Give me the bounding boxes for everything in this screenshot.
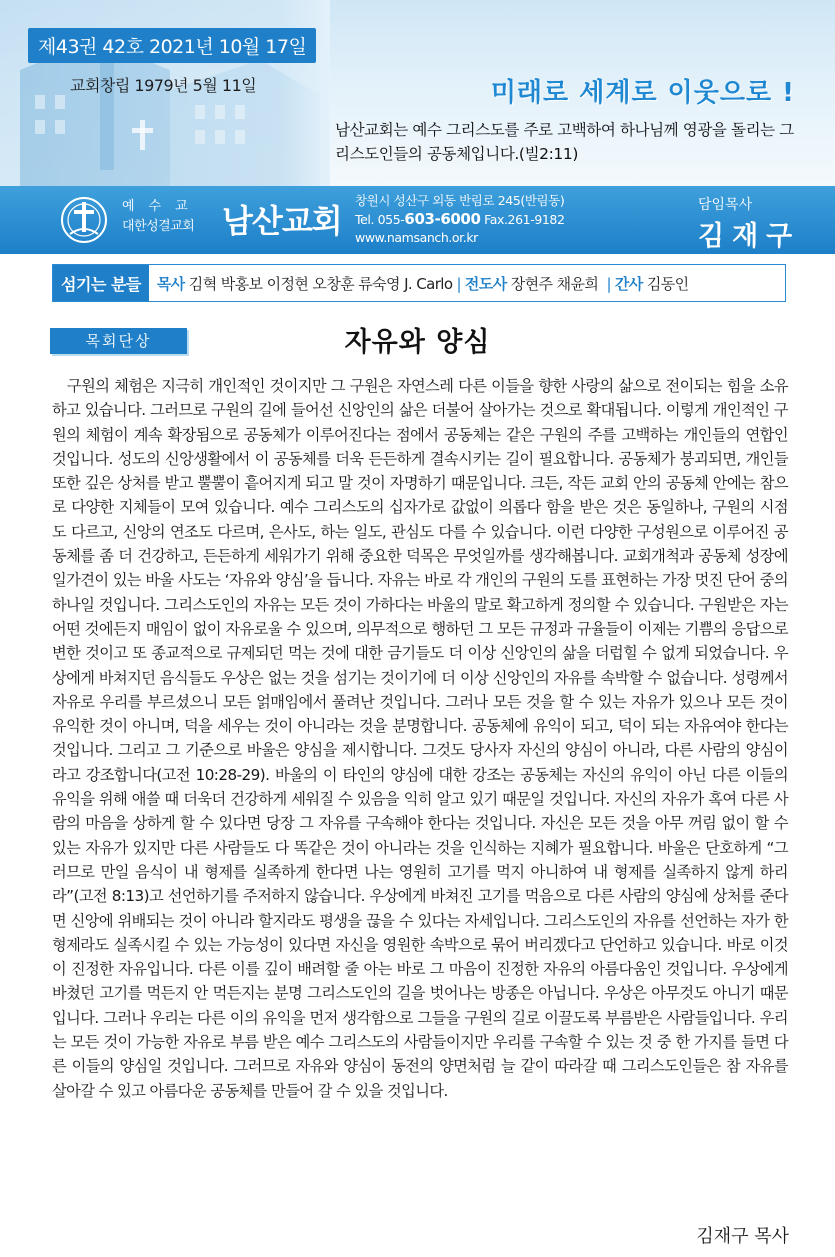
staff-box <box>52 264 786 302</box>
article-author: 김재구 목사 <box>696 1226 789 1247</box>
fax: Fax.261-9182 <box>480 212 565 227</box>
denomination-bottom: 대한성결교회 <box>122 219 195 234</box>
contact-info <box>355 192 565 247</box>
church-logo-icon <box>58 194 110 246</box>
denomination-top: 예수교 <box>122 199 202 214</box>
separator: | <box>602 274 611 293</box>
denomination <box>122 197 202 237</box>
secretary-name: 김동인 <box>642 274 689 293</box>
church-info-bar <box>0 186 835 254</box>
website-link[interactable]: www.namsanch.or.kr <box>355 230 478 245</box>
pastors-role: 목사 <box>156 274 185 293</box>
evangelists-names: 장현주 채윤희 <box>506 274 599 293</box>
senior-pastor-name: 김재구 <box>698 221 801 252</box>
church-name: 남산교회 <box>222 202 342 240</box>
issue-date: 제43권 42호 2021년 10월 17일 <box>28 28 316 63</box>
staff-label: 섬기는 분들 <box>53 265 149 301</box>
secretary-role: 간사 <box>614 274 643 293</box>
phone-fax <box>355 210 565 229</box>
tel-number: 603-6000 <box>404 210 481 228</box>
article-body: 구원의 체험은 지극히 개인적인 것이지만 그 구원은 자연스레 다른 이들을 향한 사랑의 삶으로 전이되는 힘을 소유하고 있습니다. 그러므로 구원의 길에 들어선 신앙인의 삶은 더불어 살아가는 것으로 확대됩니다. 이렇게 개인적인 구원의 체험이 계속 확장됨으로 공동체가 이루어진다는 점에서 공동체는 같은 구원의 주를 고백하는 개인들의 연합인 것입니다. 성도의 신앙생활에서 이 공동체를 더욱 든든하게 결속시키는 길이 필요합니다. 공동체가 붕괴되면, 개인들 또한 깊은 상처를 받고 뿔뿔이 흩어지게 되고 말 것이 자명하기 때문입니다. 크든, 작든 교회 안의 공동체 안에는 참으로 다양한 지체들이 모여 있습니다. 예수 그리스도의 십자가로 값없이 의롭다 함을 받은 것은 동일하나, 구원의 시점도 다르고, 신앙의 연조도 다르며, 은사도, 하는 일도, 관심도 다를 수 있습니다. 이런 다양한 구성원으로 이루어진 공동체를 좀 더 건강하고, 든든하게 세워가기 위해 중요한 덕목은 무엇일까를 생각해봅니다. 교회개척과 공동체 성장에 일가견이 있는 바울 사도는 ‘자유와 양심’을 듭니다. 자유는 바로 각 개인의 구원의 도를 표현하는 가장 멋진 단어 중의 하나일 것입니다. 그리스도인의 자유는 모든 것이 가하다는 바울의 말로 확고하게 정의할 수 있습니다. 구원받은 자는 어떤 것에든지 매임이 없이 자유로울 수 있으며, 의무적으로 행하던 그 모든 규정과 규율들이 이제는 기쁨의 응답으로 변한 것이고 또 종교적으로 규제되던 먹는 것에 대한 금기들도 더 이상 신앙인의 삶을 더럽힐 수 없게 되었습니다. 우상에게 바쳐지던 음식들도 우상은 없는 것을 섬기는 것이기에 더 이상 신앙인의 자유를 속박할 수 없습니다. 성령께서 자유로 우리를 부르셨으니 모든 얽매임에서 풀려난 것입니다. 그러나 모든 것을 할 수 있는 자유가 있으나 모든 것이 유익한 것이 아니며, 덕을 세우는 것이 아니라는 것을 분명합니다. 공동체에 유익이 되고, 덕이 되는 자유여야 한다는 것입니다. 그리고 그 기준으로 바울은 양심을 제시합니다. 그것도 당사자 자신의 양심이 아니라, 다른 사람의 양심이라고 강조합니다(고전 10:28-29). 바울의 이 타인의 양심에 대한 강조는 공동체는 자신의 유익이 아닌 다른 이들의 유익을 위해 애쓸 때 더욱더 건강하게 세워질 수 있음을 익히 알고 있기 때문일 것입니다. 자신의 자유가 혹여 다른 사람의 마음을 상하게 할 수 있다면 당장 그 자유를 구속해야 한다는 것입니다. 자신은 모든 것을 아무 꺼림 없이 할 수 있는 자유가 있지만 다른 사람들도 다 똑같은 것이 아니라는 것을 인식하는 지혜가 필요합니다. 바울은 단호하게 “그러므로 만일 음식이 내 형제를 실족하게 한다면 나는 영원히 고기를 먹지 아니하여 내 형제를 실족하지 않게 하리라”(고전 8:13)고 선언하기를 주저하지 않습니다. 우상에게 바쳐진 고기를 먹음으로 다른 사람의 양심에 상처를 준다면 신앙에 위배되는 것이 아니라 할지라도 평생을 끊을 수 있다는 자세입니다. 그리스도인의 자유를 선언하는 자가 한 형제라도 실족시킬 수 있는 가능성이 있다면 자신을 영원한 속박으로 묶어 버리겠다고 단언하고 있습니다. 바로 이것이 진정한 자유입니다. 다른 이를 깊이 배려할 줄 아는 바로 그 마음이 진정한 자유의 아름다움인 것입니다. 우상에게 바쳤던 고기를 먹든지 안 먹든지는 분명 그리스도인의 길을 벗어나는 방종은 아닙니다. 우상은 아무것도 아니기 때문입니다. 그러나 우리는 다른 이의 유익을 먼저 생각함으로 그들을 구원의 길로 이끌도록 부름받은 사람들입니다. 우리는 모든 것이 가능한 자유로 부름 받은 예수 그리스도의 사람들이지만 우리를 구속할 수 있는 것 중 한 가지를 들면 다른 이들의 양심일 것입니다. 그러므로 자유와 양심이 동전의 양면처럼 늘 같이 따라갈 때 그리스도인들은 참 자유를 살아갈 수 있고 아름다운 공동체를 만들어 갈 수 있을 것입니다. <box>52 377 788 1100</box>
tel-prefix: Tel. 055- <box>355 212 405 227</box>
evangelists-role: 전도사 <box>464 274 507 293</box>
column-tag: 목회단상 <box>50 328 187 354</box>
church-intro: 남산교회는 예수 그리스도를 주로 고백하여 하나님께 영광을 돌리는 그리스도인들의 공동체입니다.(빌2:11) <box>335 121 794 163</box>
staff-list <box>149 273 689 294</box>
church-motto: 미래로 세계로 이웃으로 ! <box>490 78 795 108</box>
separator: | <box>456 274 461 293</box>
header-banner <box>0 0 835 186</box>
senior-pastor-label: 담임목사 <box>698 197 753 213</box>
article-title: 자유와 양심 <box>344 327 491 358</box>
founding-date: 교회창립 1979년 5월 11일 <box>70 76 257 95</box>
pastors-names: 김혁 박홍보 이정현 오창훈 류숙영 J. Carlo <box>184 274 453 293</box>
address: 창원시 성산구 외동 반림로 245(반림동) <box>355 193 565 208</box>
